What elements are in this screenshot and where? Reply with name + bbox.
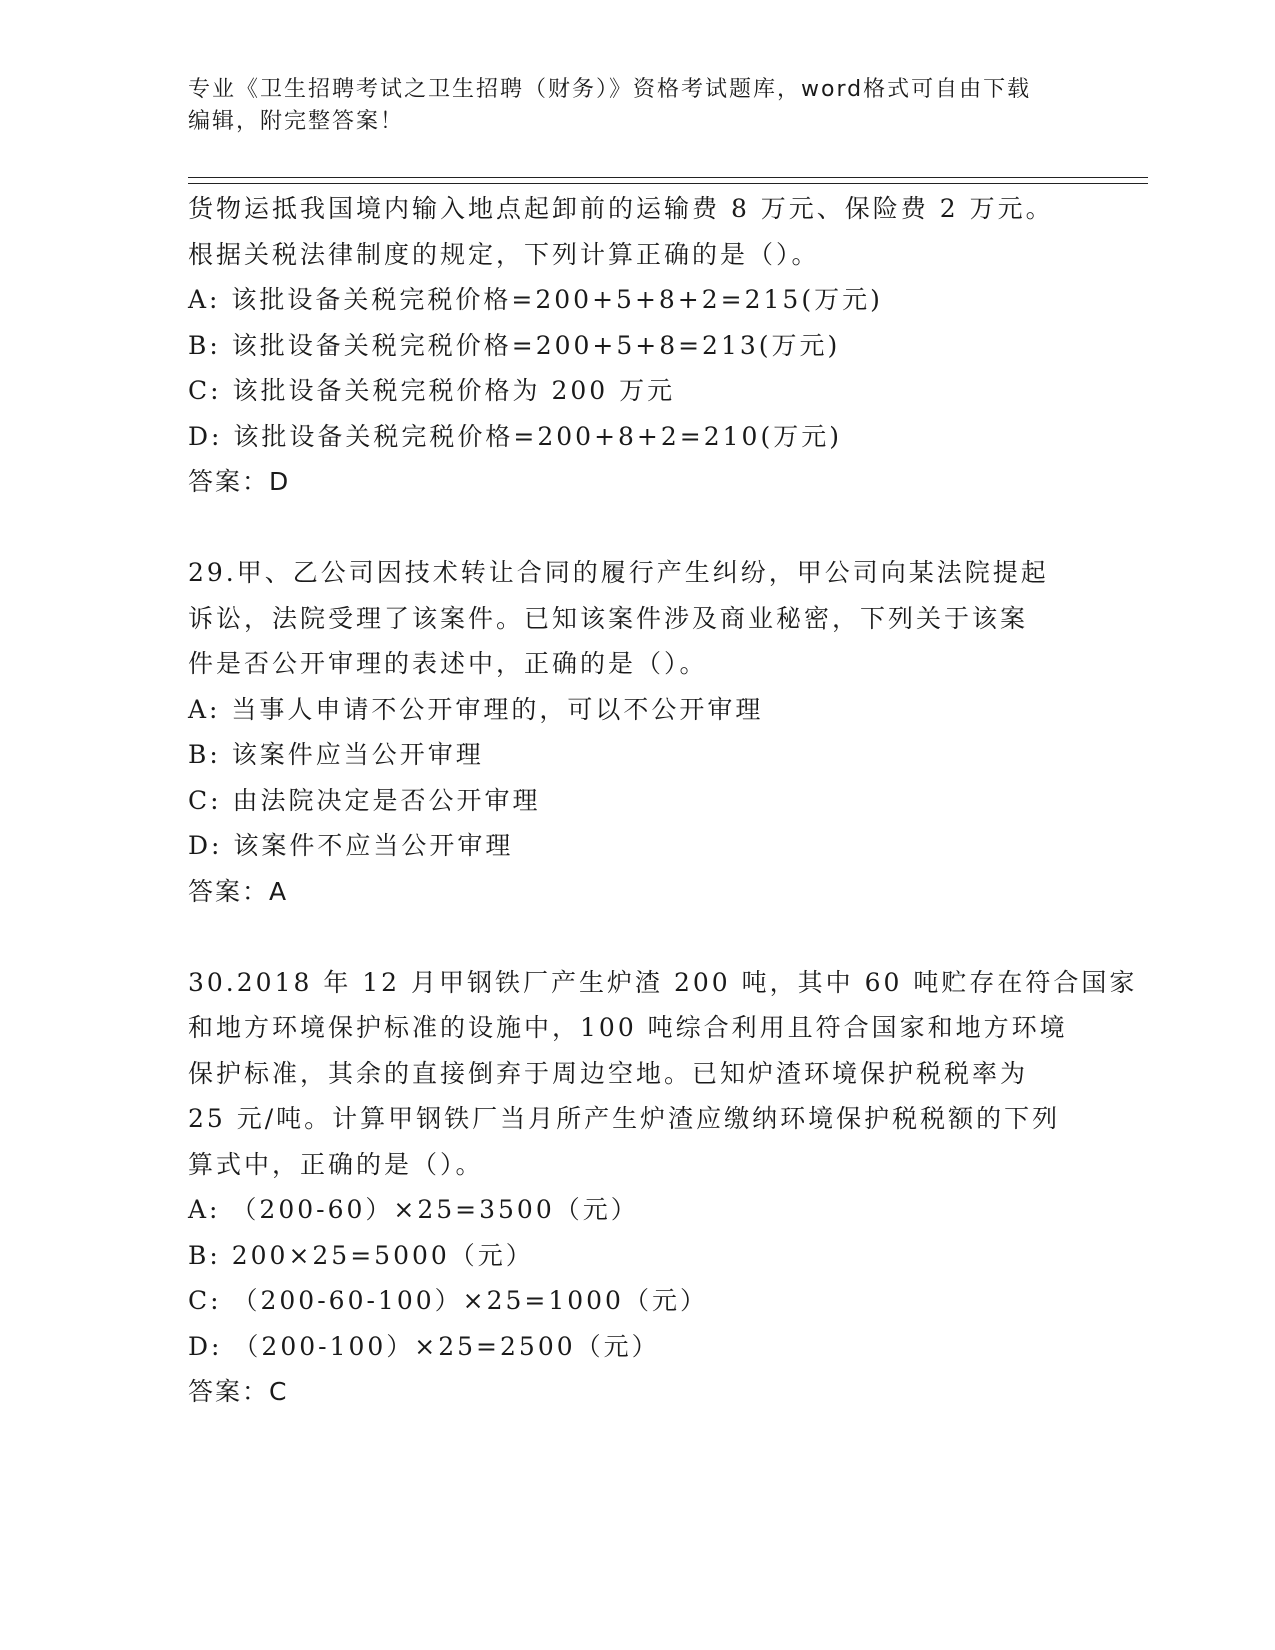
answer-label: 答案：D: [188, 467, 291, 496]
question-stem-line: 根据关税法律制度的规定，下列计算正确的是（）。: [188, 239, 820, 269]
question-stem-line: 30.2018 年 12 月甲钢铁厂产生炉渣 200 吨，其中 60 吨贮存在符合国家: [188, 967, 1138, 997]
question-stem-line: 保护标准，其余的直接倒弃于周边空地。已知炉渣环境保护税税率为: [188, 1058, 1029, 1088]
header-line-2: 编辑，附完整答案！: [188, 109, 405, 134]
option-b: B: 200×25=5000（元）: [188, 1240, 534, 1270]
option-b: B: 该批设备关税完税价格=200+5+8=213(万元): [188, 330, 841, 360]
spacer: [188, 914, 1088, 960]
option-d: D: 该批设备关税完税价格=200+8+2=210(万元): [188, 421, 842, 451]
question-stem-line: 诉讼，法院受理了该案件。已知该案件涉及商业秘密，下列关于该案: [188, 603, 1029, 633]
question-list: [188, 186, 1138, 1415]
option-c: C: 由法院决定是否公开审理: [188, 785, 541, 815]
question-30: [188, 960, 1138, 1415]
option-a: A: （200-60）×25=3500（元）: [188, 1195, 639, 1224]
question-stem-line: 和地方环境保护标准的设施中，100 吨综合利用且符合国家和地方环境: [188, 1013, 1068, 1042]
option-a: A: 该批设备关税完税价格=200+5+8+2=215(万元): [188, 285, 883, 314]
header-line-1: 专业《卫生招聘考试之卫生招聘（财务）》资格考试题库，word格式可自由下载: [188, 77, 1032, 102]
option-c: C: （200-60-100）×25=1000（元）: [188, 1286, 708, 1315]
option-a: A: 当事人申请不公开审理的，可以不公开审理: [188, 694, 764, 724]
question-stem-line: 29.甲、乙公司因技术转让合同的履行产生纠纷，甲公司向某法院提起: [188, 558, 1049, 587]
question-29: [188, 550, 1088, 914]
answer-label: 答案：A: [188, 876, 289, 906]
question-stem-line: 货物运抵我国境内输入地点起卸前的运输费 8 万元、保险费 2 万元。: [188, 194, 1054, 223]
option-d: D: （200-100）×25=2500（元）: [188, 1331, 660, 1361]
answer-label: 答案：C: [188, 1377, 289, 1406]
question-stem-line: 算式中，正确的是（）。: [188, 1149, 484, 1179]
question-stem-line: 件是否公开审理的表述中，正确的是（）。: [188, 649, 708, 678]
header-divider-top: [188, 177, 1148, 178]
question-stem-line: 25 元/吨。计算甲钢铁厂当月所产生炉渣应缴纳环境保护税税额的下列: [188, 1104, 1061, 1133]
spacer: [188, 505, 1088, 551]
option-d: D: 该案件不应当公开审理: [188, 831, 514, 860]
document-header: [188, 74, 1088, 138]
option-c: C: 该批设备关税完税价格为 200 万元: [188, 376, 676, 405]
question-28: [188, 186, 1088, 505]
header-divider-bottom: [188, 183, 1148, 184]
option-b: B: 该案件应当公开审理: [188, 740, 484, 769]
